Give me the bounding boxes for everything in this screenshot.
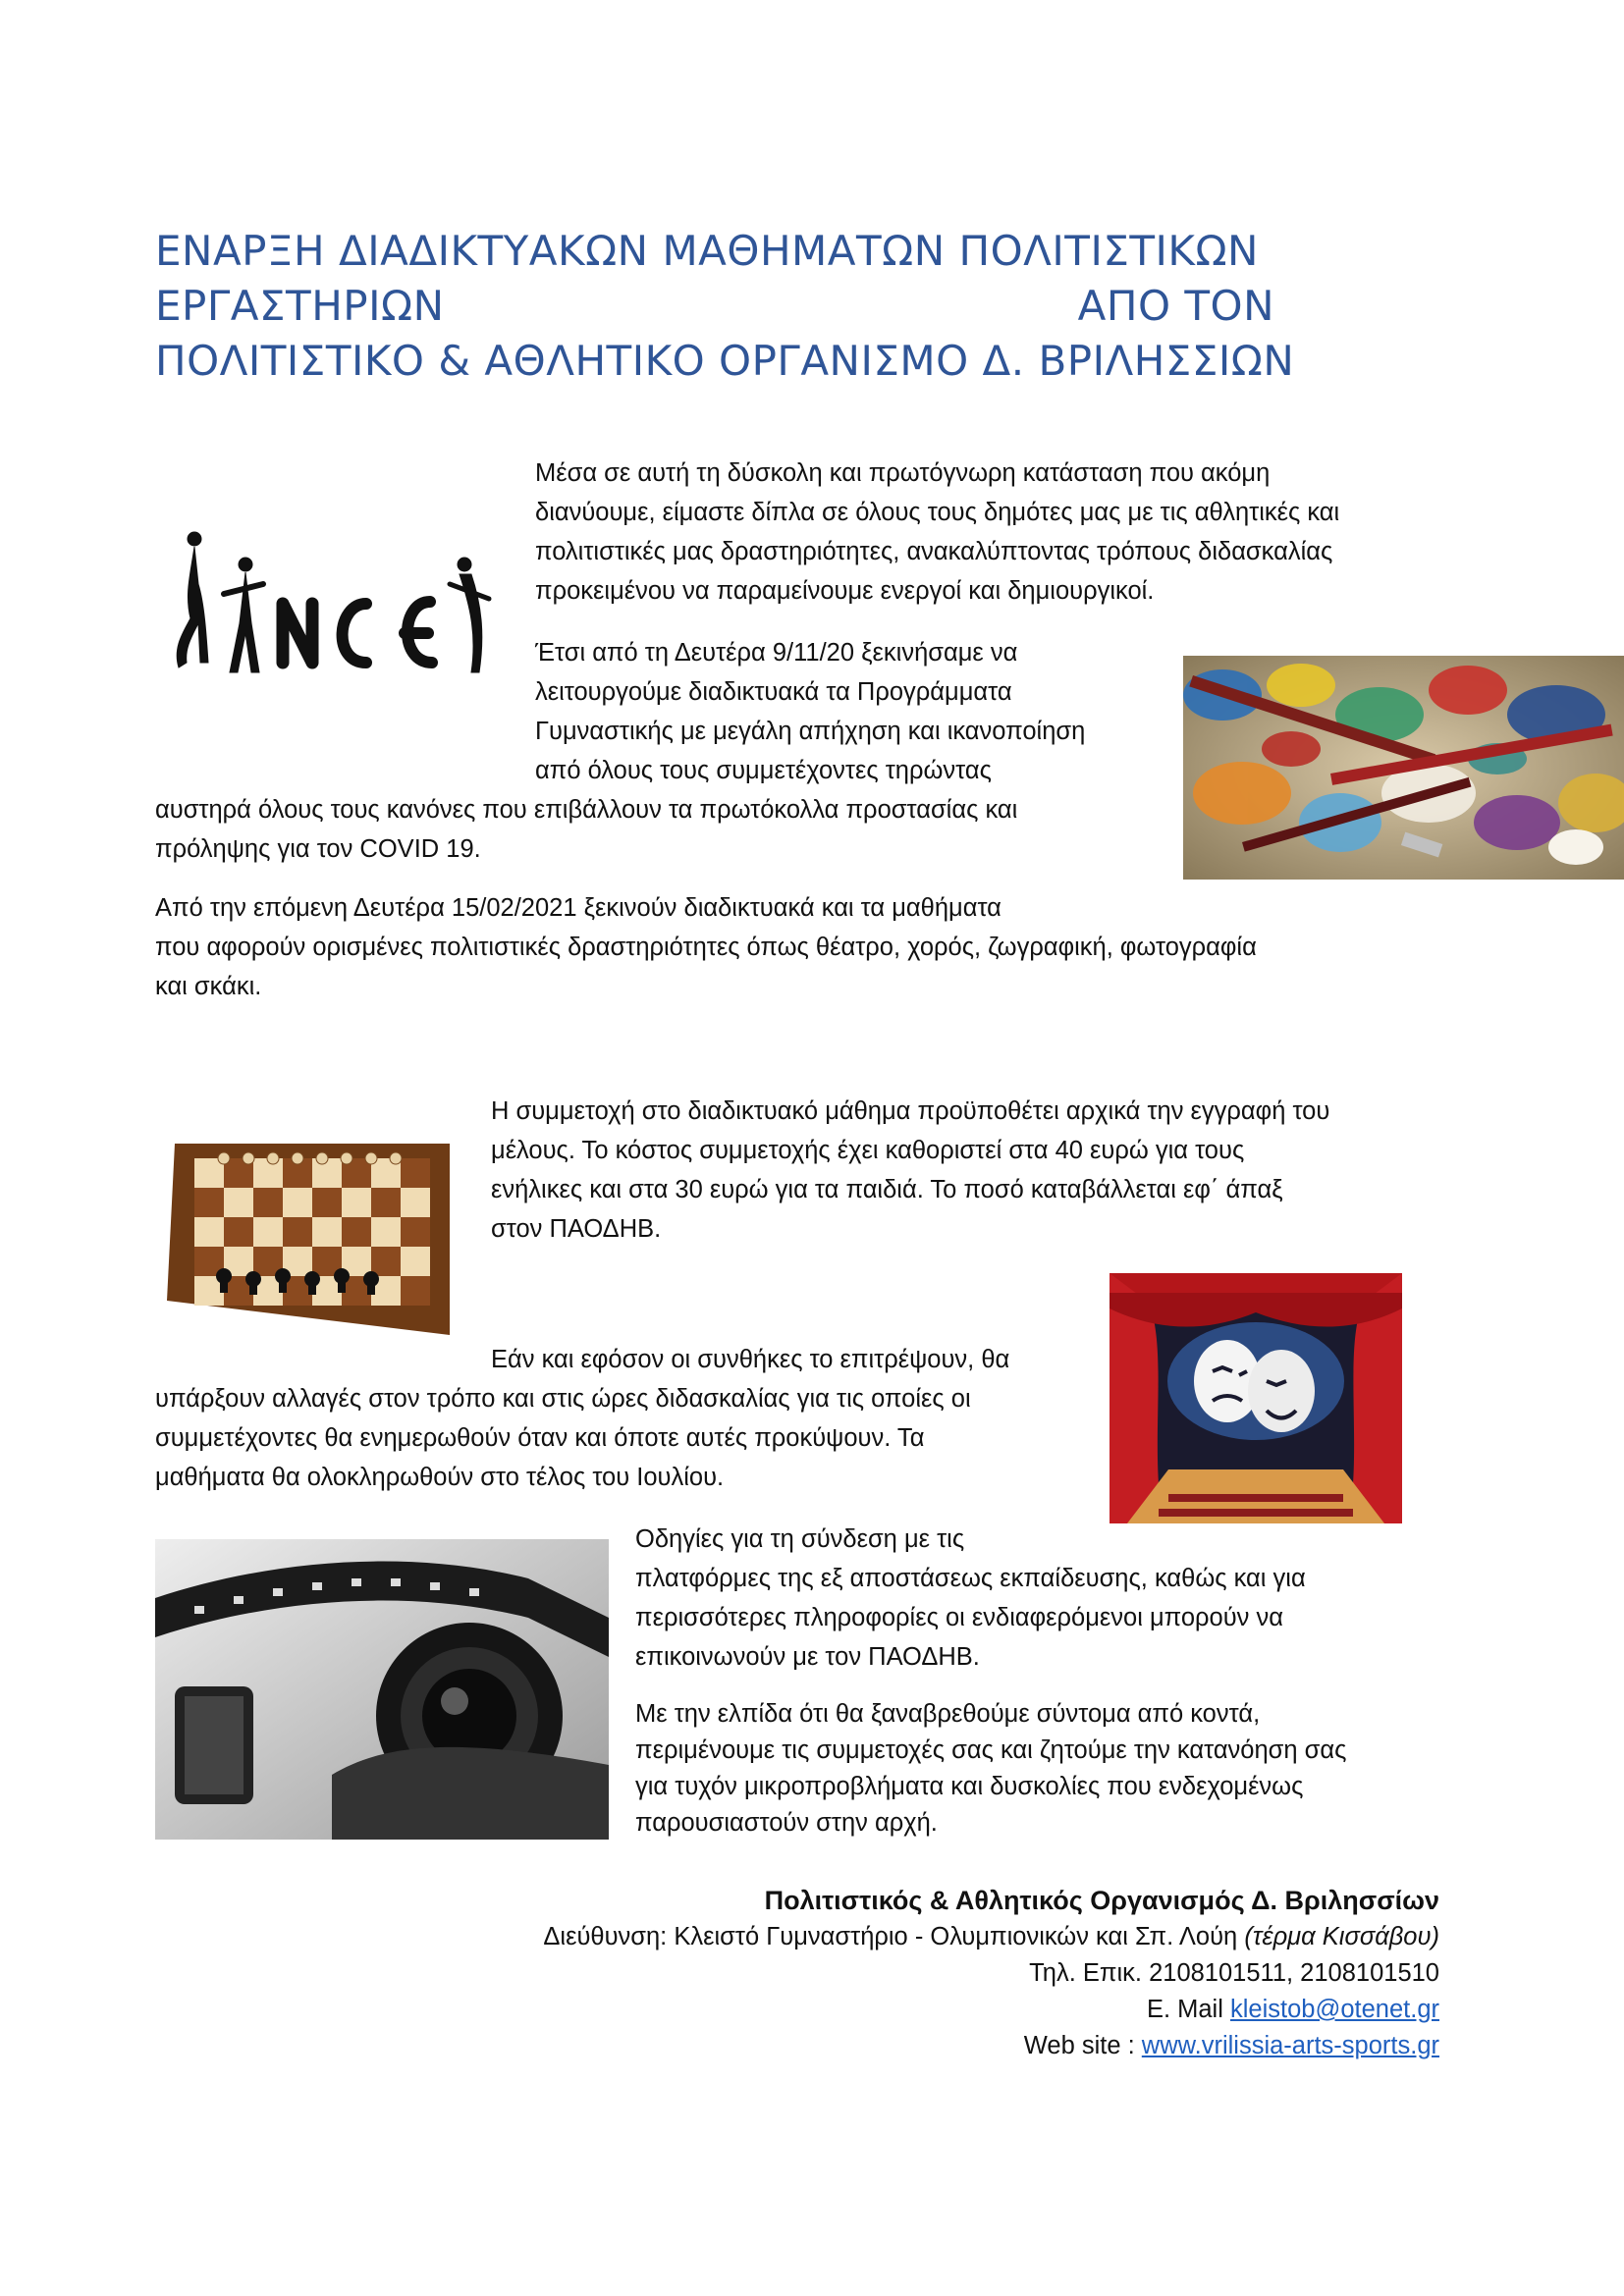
- chess-square: [371, 1247, 401, 1276]
- closing-paragraph: Με την ελπίδα ότι θα ξαναβρεθούμε σύντομα από κοντά, περιμένουμε τις συμμετοχές σας και ζητούμε την κατανόηση σας για τυχόν μικροπροβλήματα και δυσκολίες που ενδεχομένως παρουσιαστούν στην αρχή.: [635, 1700, 1347, 1837]
- chess-square: [194, 1188, 224, 1217]
- dance-logo-image: [165, 525, 499, 692]
- title-line-1: ΕΝΑΡΞΗ ΔΙΑΔΙΚΤΥΑΚΩΝ ΜΑΘΗΜΑΤΩΝ ΠΟΛΙΤΙΣΤΙΚΩΝ: [155, 227, 1259, 275]
- chess-square: [224, 1217, 253, 1247]
- website-line: Web site : www.vrilissia-arts-sports.gr: [1023, 2032, 1439, 2059]
- paint-palette-image: [1183, 656, 1624, 880]
- title-line-2b: ΑΠΟ ΤΟΝ: [1077, 282, 1274, 330]
- chess-square: [283, 1217, 312, 1247]
- chess-square: [401, 1158, 430, 1188]
- chess-board-image: [155, 1104, 464, 1340]
- chess-square: [253, 1188, 283, 1217]
- online-gym-paragraph-cont: αυστηρά όλους τους κανόνες που επιβάλλουν τα πρωτόκολλα προστασίας και πρόληψης για τον COVID 19.: [155, 796, 1018, 863]
- participation-fee-paragraph: Η συμμετοχή στο διαδικτυακό μάθημα προϋποθέτει αρχικά την εγγραφή του μέλους. Το κόστος συμμετοχής έχει καθοριστεί στα 40 ευρώ για τους ενήλικες και στα 30 ευρώ για τα παιδιά. Το ποσό καταβάλλεται εφ΄ άπαξ στον ΠΑΟΔΗΒ.: [491, 1097, 1330, 1243]
- chess-square: [312, 1158, 342, 1188]
- chess-square: [194, 1217, 224, 1247]
- culture-courses-paragraph: Από την επόμενη Δευτέρα 15/02/2021 ξεκινούν διαδικτυακά και τα μαθήματα που αφορούν ορισμένες πολιτιστικές δραστηριότητες όπως θέατρο, χορός, ζωγραφική, φωτογραφία και σκάκι.: [155, 894, 1257, 1000]
- phone-line: Τηλ. Επικ. 2108101511, 2108101510: [1029, 1959, 1439, 1987]
- page-title: [155, 224, 1432, 389]
- connection-instructions-paragraph: Οδηγίες για τη σύνδεση με τις πλατφόρμες της εξ αποστάσεως εκπαίδευσης, καθώς και για περισσότερες πληροφορίες οι ενδιαφερόμενοι μπορούν να επικοινωνούν με τον ΠΑΟΔΗΒ.: [635, 1525, 1306, 1671]
- email-link[interactable]: kleistob@otenet.gr: [1229, 1996, 1439, 2023]
- email-line: E. Mail kleistob@otenet.gr: [1146, 1996, 1439, 2023]
- chess-square: [283, 1188, 312, 1217]
- chess-square: [253, 1217, 283, 1247]
- title-line-2: [155, 279, 1274, 334]
- chess-square: [371, 1188, 401, 1217]
- chess-square: [401, 1217, 430, 1247]
- website-link[interactable]: www.vrilissia-arts-sports.gr: [1141, 2032, 1439, 2059]
- title-line-3: ΠΟΛΙΤΙΣΤΙΚΟ & ΑΘΛΗΤΙΚΟ ΟΡΓΑΝΙΣΜΟ Δ. ΒΡΙΛΗΣΣΙΩΝ: [155, 337, 1295, 385]
- chess-square: [401, 1247, 430, 1276]
- theatre-masks-image: [1110, 1273, 1402, 1523]
- chess-square: [401, 1188, 430, 1217]
- changes-paragraph: υπάρξουν αλλαγές στον τρόπο και στις ώρες διδασκαλίας για τις οποίες οι συμμετέχοντες θα ενημερωθούν όταν και όποτε αυτές προκύψουν. Τα μαθήματα θα ολοκληρωθούν στο τέλος του Ιουλίου.: [155, 1385, 971, 1491]
- camera-film-image: [155, 1539, 609, 1840]
- changes-paragraph-indent: Εάν και εφόσον οι συνθήκες το επιτρέψουν, θα: [491, 1346, 1010, 1373]
- chess-square: [342, 1217, 371, 1247]
- chess-square: [312, 1217, 342, 1247]
- chess-square: [401, 1276, 430, 1306]
- chess-square: [371, 1217, 401, 1247]
- intro-paragraph: Μέσα σε αυτή τη δύσκολη και πρωτόγνωρη κατάσταση που ακόμη διανύουμε, είμαστε δίπλα σε όλους τους δημότες μας με τις αθλητικές και πολιτιστικές μας δραστηριότητες, ανακαλύπτοντας τρόπους διδασκαλίας προκειμένου να παραμείνουμε ενεργοί και δημιουργικοί.: [535, 459, 1340, 605]
- organization-name: Πολιτιστικός & Αθλητικός Οργανισμός Δ. Βριλησσίων: [764, 1886, 1439, 1915]
- title-line-2a: ΕΡΓΑΣΤΗΡΙΩΝ: [155, 282, 445, 330]
- chess-square: [342, 1188, 371, 1217]
- chess-square: [253, 1158, 283, 1188]
- chess-square: [224, 1188, 253, 1217]
- online-gym-paragraph: Έτσι από τη Δευτέρα 9/11/20 ξεκινήσαμε να λειτουργούμε διαδικτυακά τα Προγράμματα Γυμναστικής με μεγάλη απήχηση και ικανοποίηση από όλους τους συμμετέχοντες τηρώντας: [535, 639, 1086, 784]
- chess-square: [312, 1188, 342, 1217]
- address-line: Διεύθυνση: Κλειστό Γυμναστήριο - Ολυμπιονικών και Σπ. Λούη (τέρμα Κισσάβου): [543, 1923, 1439, 1950]
- contact-footer: [543, 1883, 1439, 2064]
